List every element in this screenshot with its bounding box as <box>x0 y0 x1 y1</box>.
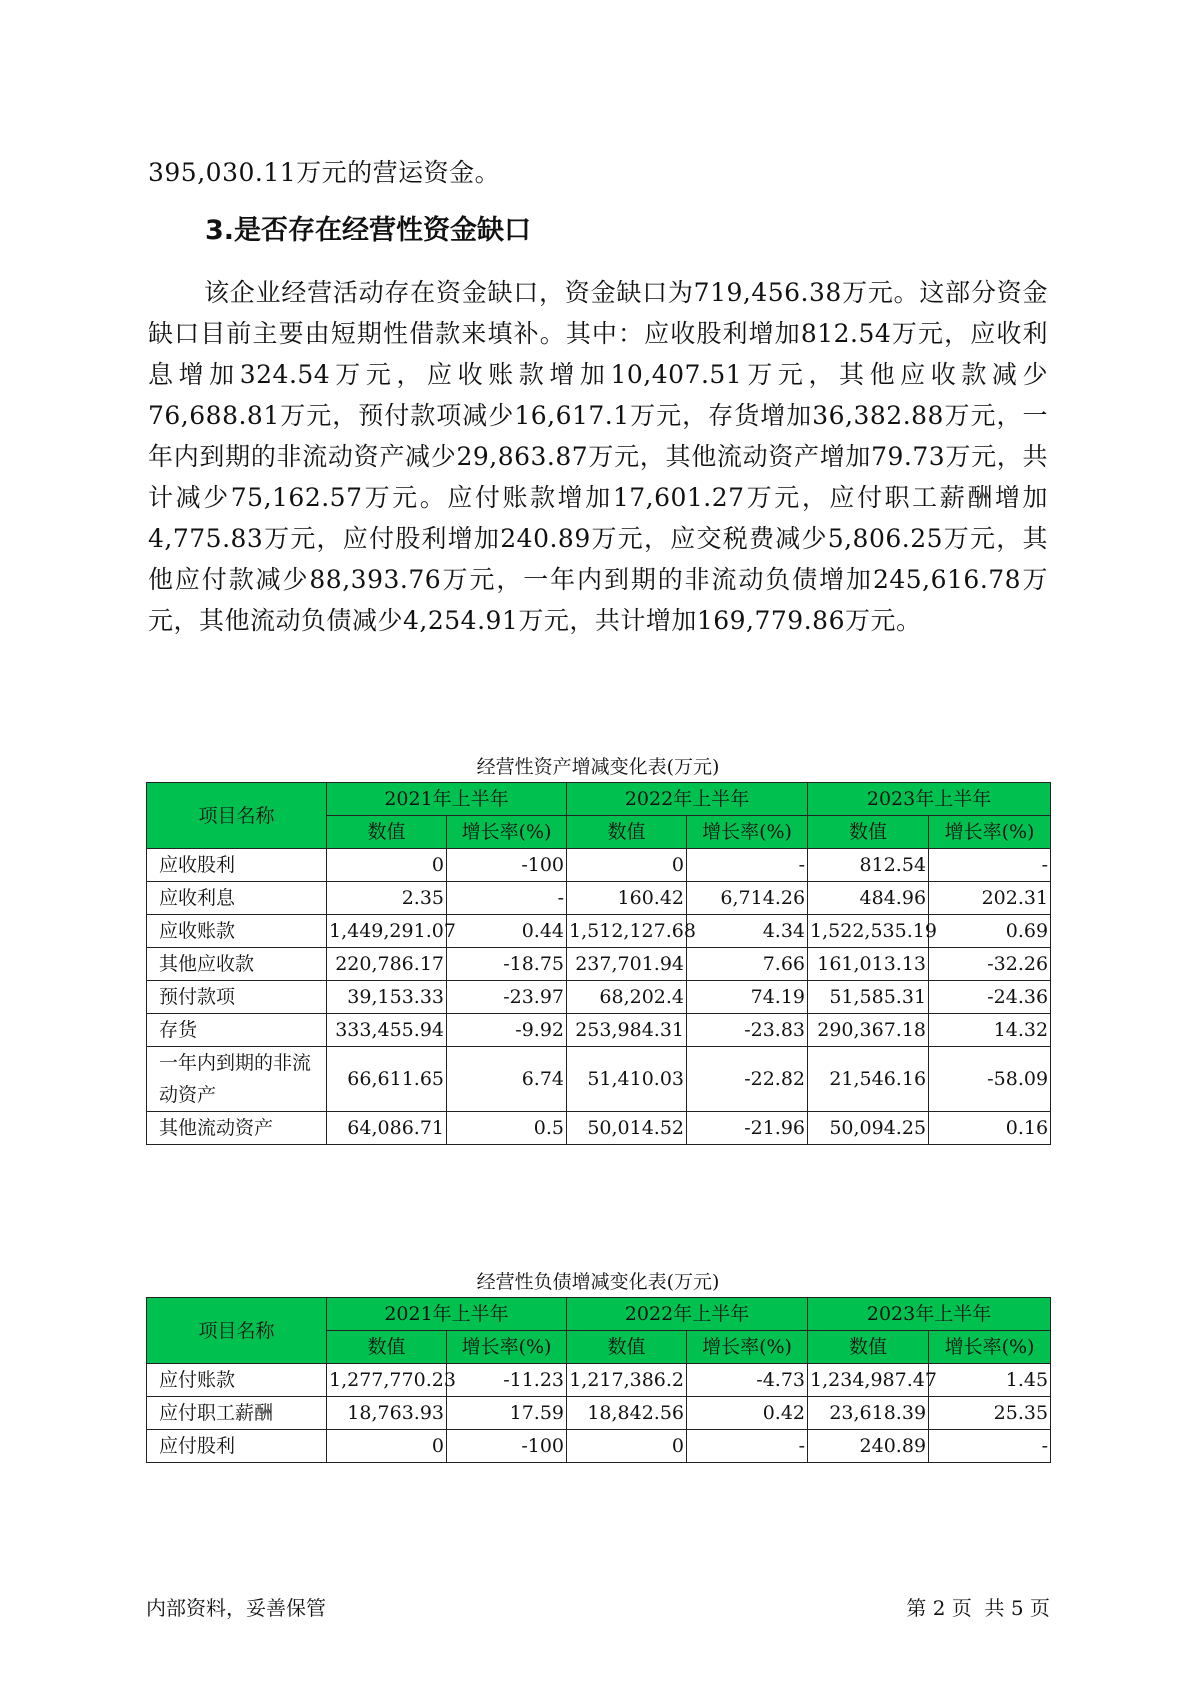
cell-growth-rate: - <box>687 1430 808 1463</box>
cell-value: 50,014.52 <box>567 1112 687 1145</box>
row-item-name: 其他流动资产 <box>147 1112 327 1145</box>
table-row <box>147 915 1051 948</box>
page-total: 共 5 页 <box>984 1596 1050 1620</box>
table-row <box>147 1430 1051 1463</box>
row-item-name: 应收账款 <box>147 915 327 948</box>
cell-value: 39,153.33 <box>327 981 447 1014</box>
cell-growth-rate: -18.75 <box>447 948 567 981</box>
cell-growth-rate: 25.35 <box>929 1397 1051 1430</box>
cell-value: 18,763.93 <box>327 1397 447 1430</box>
header-value: 数值 <box>327 1331 447 1364</box>
cell-value: 220,786.17 <box>327 948 447 981</box>
cell-value: 0 <box>567 849 687 882</box>
cell-growth-rate: 17.59 <box>447 1397 567 1430</box>
cell-growth-rate: 0.42 <box>687 1397 808 1430</box>
assets-table <box>146 782 1051 1145</box>
cell-growth-rate: -23.83 <box>687 1014 808 1047</box>
row-item-name: 一年内到期的非流动资产 <box>147 1047 327 1112</box>
cell-value: 160.42 <box>567 882 687 915</box>
header-period: 2022年上半年 <box>567 783 808 816</box>
row-item-name: 其他应收款 <box>147 948 327 981</box>
cell-growth-rate: 1.45 <box>929 1364 1051 1397</box>
page-number: 第 2 页 <box>906 1596 972 1620</box>
cell-value: 1,277,770.23 <box>327 1364 447 1397</box>
cell-value: 66,611.65 <box>327 1047 447 1112</box>
table-row <box>147 1397 1051 1430</box>
cell-value: 21,546.16 <box>808 1047 929 1112</box>
header-value: 数值 <box>808 816 929 849</box>
cell-growth-rate: - <box>929 849 1051 882</box>
cell-growth-rate: 6,714.26 <box>687 882 808 915</box>
header-rate: 增长率(%) <box>447 816 567 849</box>
cell-value: 1,512,127.68 <box>567 915 687 948</box>
header-period: 2023年上半年 <box>808 1298 1051 1331</box>
cell-growth-rate: 0.44 <box>447 915 567 948</box>
table-row <box>147 1364 1051 1397</box>
liabilities-table-caption: 经营性负债增减变化表(万元) <box>476 1271 720 1293</box>
footer-note: 内部资料，妥善保管 <box>146 1596 326 1620</box>
cell-growth-rate: -9.92 <box>447 1014 567 1047</box>
cell-value: 237,701.94 <box>567 948 687 981</box>
paragraph-top: 395,030.11万元的营运资金。 <box>148 158 501 187</box>
cell-value: 1,522,535.19 <box>808 915 929 948</box>
cell-value: 2.35 <box>327 882 447 915</box>
row-item-name: 应收股利 <box>147 849 327 882</box>
header-period: 2023年上半年 <box>808 783 1051 816</box>
cell-value: 812.54 <box>808 849 929 882</box>
table-row <box>147 1014 1051 1047</box>
cell-growth-rate: -21.96 <box>687 1112 808 1145</box>
row-item-name: 应收利息 <box>147 882 327 915</box>
table-row <box>147 1112 1051 1145</box>
cell-value: 290,367.18 <box>808 1014 929 1047</box>
table-row <box>147 1047 1051 1112</box>
liabilities-table <box>146 1297 1051 1463</box>
cell-value: 0 <box>327 849 447 882</box>
paragraph-main: 该企业经营活动存在资金缺口，资金缺口为719,456.38万元。这部分资金缺口目前主要由短期性借款来填补。其中：应收股利增加812.54万元，应收利息增加324.54万元，应收账款增加10,407.51万元，其他应收款减少76,688.81万元，预付款项减少16,617.1万元，存货增加36,382.88万元，一年内到期的非流动资产减少29,863.87万元，其他流动资产增加79.73万元，共计减少75,162.57万元。应付账款增加17,601.27万元，应付职工薪酬增加4,775.83万元，应付股利增加240.89万元，应交税费减少5,806.25万元，其他应付款减少88,393.76万元，一年内到期的非流动负债增加245,616.78万元，其他流动负债减少4,254.91万元，共计增加169,779.86万元。 <box>148 278 1048 635</box>
cell-growth-rate: 4.34 <box>687 915 808 948</box>
cell-value: 23,618.39 <box>808 1397 929 1430</box>
footer-page-info <box>906 1592 1050 1621</box>
cell-value: 1,217,386.2 <box>567 1364 687 1397</box>
cell-growth-rate: -22.82 <box>687 1047 808 1112</box>
cell-growth-rate: 74.19 <box>687 981 808 1014</box>
cell-value: 161,013.13 <box>808 948 929 981</box>
cell-growth-rate: -11.23 <box>447 1364 567 1397</box>
cell-growth-rate: 202.31 <box>929 882 1051 915</box>
table-row <box>147 882 1051 915</box>
header-rate: 增长率(%) <box>929 1331 1051 1364</box>
table-row <box>147 849 1051 882</box>
assets-table-caption: 经营性资产增减变化表(万元) <box>476 756 720 778</box>
row-item-name: 应付股利 <box>147 1430 327 1463</box>
header-period: 2022年上半年 <box>567 1298 808 1331</box>
cell-growth-rate: -24.36 <box>929 981 1051 1014</box>
cell-growth-rate: 0.69 <box>929 915 1051 948</box>
header-value: 数值 <box>567 816 687 849</box>
header-value: 数值 <box>567 1331 687 1364</box>
row-item-name: 应付职工薪酬 <box>147 1397 327 1430</box>
cell-value: 240.89 <box>808 1430 929 1463</box>
cell-growth-rate: -100 <box>447 849 567 882</box>
table-row <box>147 981 1051 1014</box>
header-value: 数值 <box>808 1331 929 1364</box>
row-item-name: 预付款项 <box>147 981 327 1014</box>
cell-value: 68,202.4 <box>567 981 687 1014</box>
cell-growth-rate: - <box>687 849 808 882</box>
header-item-name: 项目名称 <box>147 783 327 849</box>
cell-value: 0 <box>567 1430 687 1463</box>
header-item-name: 项目名称 <box>147 1298 327 1364</box>
row-item-name: 应付账款 <box>147 1364 327 1397</box>
section-heading: 3.是否存在经营性资金缺口 <box>205 215 532 246</box>
cell-growth-rate: -4.73 <box>687 1364 808 1397</box>
cell-value: 484.96 <box>808 882 929 915</box>
cell-growth-rate: 0.5 <box>447 1112 567 1145</box>
cell-growth-rate: 14.32 <box>929 1014 1051 1047</box>
cell-value: 50,094.25 <box>808 1112 929 1145</box>
cell-growth-rate: - <box>929 1430 1051 1463</box>
header-rate: 增长率(%) <box>447 1331 567 1364</box>
cell-growth-rate: -100 <box>447 1430 567 1463</box>
header-period: 2021年上半年 <box>327 1298 567 1331</box>
cell-growth-rate: 7.66 <box>687 948 808 981</box>
header-value: 数值 <box>327 816 447 849</box>
cell-growth-rate: 0.16 <box>929 1112 1051 1145</box>
cell-value: 51,585.31 <box>808 981 929 1014</box>
header-period: 2021年上半年 <box>327 783 567 816</box>
cell-value: 1,234,987.47 <box>808 1364 929 1397</box>
cell-growth-rate: - <box>447 882 567 915</box>
cell-value: 253,984.31 <box>567 1014 687 1047</box>
table-row <box>147 948 1051 981</box>
cell-growth-rate: -23.97 <box>447 981 567 1014</box>
header-rate: 增长率(%) <box>687 1331 808 1364</box>
cell-growth-rate: 6.74 <box>447 1047 567 1112</box>
cell-value: 1,449,291.07 <box>327 915 447 948</box>
row-item-name: 存货 <box>147 1014 327 1047</box>
cell-value: 64,086.71 <box>327 1112 447 1145</box>
cell-value: 51,410.03 <box>567 1047 687 1112</box>
cell-value: 18,842.56 <box>567 1397 687 1430</box>
cell-growth-rate: -58.09 <box>929 1047 1051 1112</box>
cell-value: 333,455.94 <box>327 1014 447 1047</box>
cell-value: 0 <box>327 1430 447 1463</box>
cell-growth-rate: -32.26 <box>929 948 1051 981</box>
header-rate: 增长率(%) <box>929 816 1051 849</box>
header-rate: 增长率(%) <box>687 816 808 849</box>
